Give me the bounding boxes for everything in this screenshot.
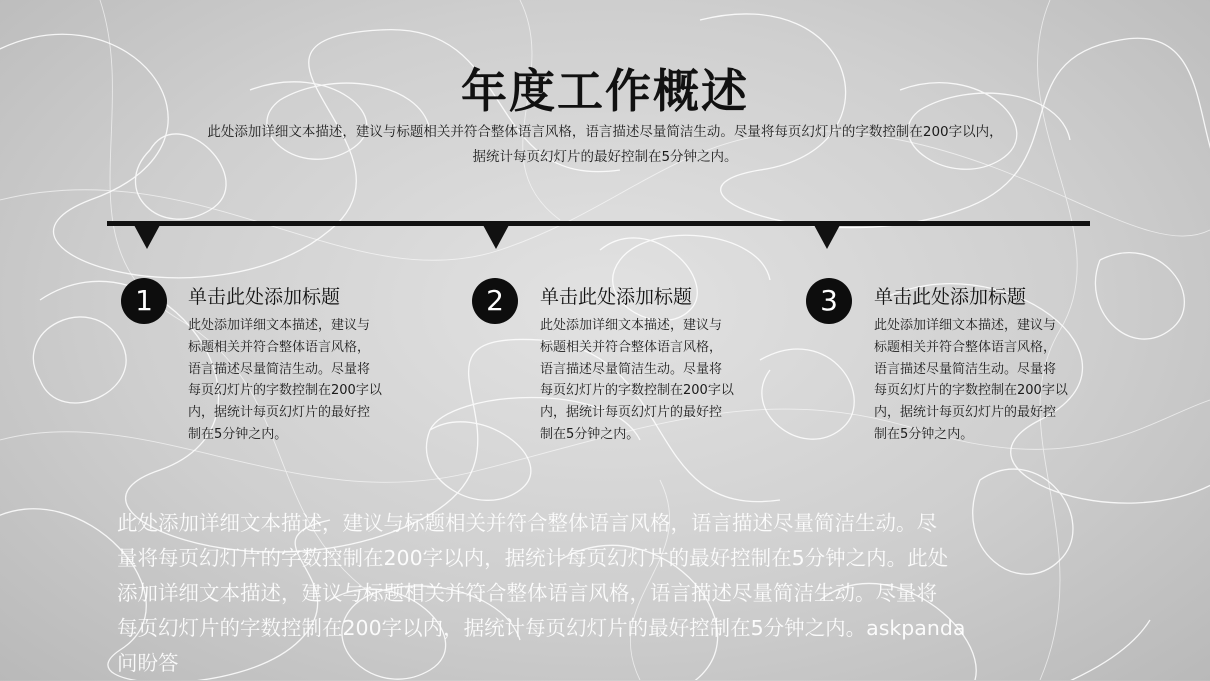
item-description-line: 每页幻灯片的字数控制在200字以 xyxy=(540,383,734,399)
timeline-pointer-icon xyxy=(814,225,840,249)
number-badge-icon: 1 xyxy=(121,278,167,324)
item-description-line: 每页幻灯片的字数控制在200字以 xyxy=(874,383,1068,399)
item-description-line: 此处添加详细文本描述，建议与 xyxy=(188,318,371,333)
bottom-description-line: 问盼答 xyxy=(117,651,179,675)
timeline-pointer-icon xyxy=(483,225,509,249)
number-badge-icon: 3 xyxy=(806,278,852,324)
bottom-description xyxy=(117,506,1092,681)
number-badge-icon: 2 xyxy=(472,278,518,324)
item-description-line: 内，据统计每页幻灯片的最好控 xyxy=(188,405,371,421)
item-title[interactable]: 单击此处添加标题 xyxy=(874,286,1027,308)
item-description-line: 语言描述尽量简洁生动。尽量将 xyxy=(188,361,371,377)
bottom-description-line: 此处添加详细文本描述，建议与标题相关并符合整体语言风格，语言描述尽量简洁生动。尽 xyxy=(117,511,937,535)
item-description-line: 此处添加详细文本描述，建议与 xyxy=(874,318,1057,333)
bottom-description-line: 量将每页幻灯片的字数控制在200字以内，据统计每页幻灯片的最好控制在5分钟之内。此处 xyxy=(117,546,949,570)
item-description-line: 语言描述尽量简洁生动。尽量将 xyxy=(540,361,723,377)
item-description-line: 制在5分钟之内。 xyxy=(188,426,288,442)
item-description xyxy=(874,315,1096,446)
item-title[interactable]: 单击此处添加标题 xyxy=(188,286,341,308)
item-description-line: 标题相关并符合整体语言风格， xyxy=(188,339,371,355)
item-description-line: 制在5分钟之内。 xyxy=(540,426,640,442)
item-description-line: 语言描述尽量简洁生动。尽量将 xyxy=(874,361,1057,377)
page-title: 年度工作概述 xyxy=(461,64,749,118)
subtitle-line-1: 此处添加详细文本描述，建议与标题相关并符合整体语言风格，语言描述尽量简洁生动。尽量将每页幻灯片的字数控制在200字以内， xyxy=(207,124,1003,140)
item-description xyxy=(188,315,410,446)
item-description-line: 内，据统计每页幻灯片的最好控 xyxy=(540,405,723,421)
subtitle-line-2: 据统计每页幻灯片的最好控制在5分钟之内。 xyxy=(472,149,738,165)
item-description-line: 内，据统计每页幻灯片的最好控 xyxy=(874,405,1057,421)
bottom-description-line: 每页幻灯片的字数控制在200字以内，据统计每页幻灯片的最好控制在5分钟之内。askpanda xyxy=(117,616,966,640)
page-subtitle xyxy=(130,120,1080,170)
item-description-line: 每页幻灯片的字数控制在200字以 xyxy=(188,383,382,399)
item-description-line: 标题相关并符合整体语言风格， xyxy=(540,339,723,355)
item-description-line: 制在5分钟之内。 xyxy=(874,426,974,442)
timeline-line xyxy=(107,221,1090,226)
bottom-description-line: 添加详细文本描述，建议与标题相关并符合整体语言风格，语言描述尽量简洁生动。尽量将 xyxy=(117,581,937,605)
item-title[interactable]: 单击此处添加标题 xyxy=(540,286,693,308)
timeline-pointer-icon xyxy=(134,225,160,249)
item-description-line: 标题相关并符合整体语言风格， xyxy=(874,339,1057,355)
item-description-line: 此处添加详细文本描述，建议与 xyxy=(540,318,723,333)
item-description xyxy=(540,315,762,446)
